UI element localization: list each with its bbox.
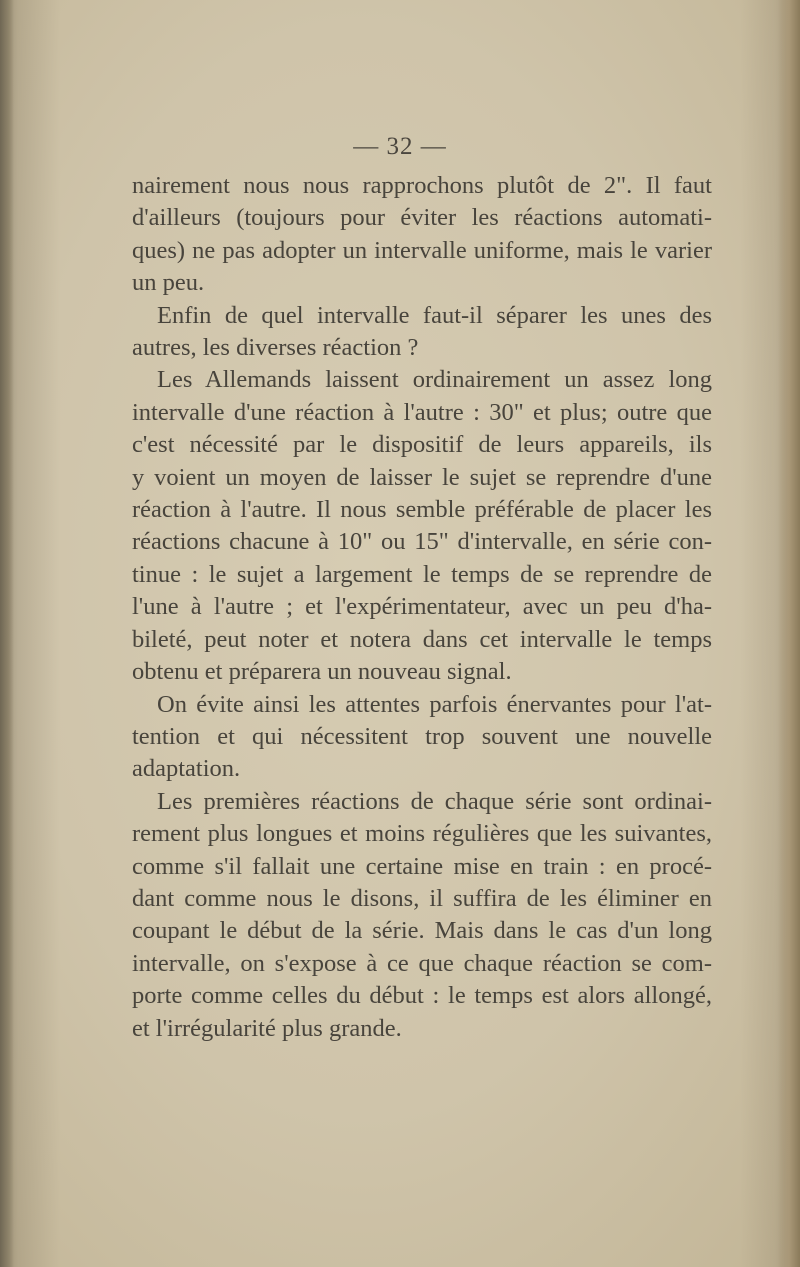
text-line: intervalle, on s'expose à ce que chaque réaction se com- bbox=[132, 949, 712, 977]
text-line: nairement nous nous rapprochons plutôt de 2". Il faut bbox=[132, 172, 712, 199]
text-line: intervalle d'une réaction à l'autre : 30" et plus; outre que bbox=[132, 398, 712, 426]
text-line: Enfin de quel intervalle faut-il séparer les unes des bbox=[157, 301, 712, 329]
body-text bbox=[132, 170, 712, 1045]
paragraph bbox=[132, 364, 712, 688]
text-line: On évite ainsi les attentes parfois énervantes pour l'at- bbox=[157, 690, 712, 718]
text-line: adaptation. bbox=[132, 755, 241, 783]
text-line: dant comme nous le disons, il suffira de les éliminer en bbox=[132, 884, 712, 912]
text-line: comme s'il fallait une certaine mise en train : en procé- bbox=[132, 852, 712, 880]
text-line: un peu. bbox=[132, 269, 205, 297]
text-line: autres, les diverses réaction ? bbox=[132, 334, 419, 362]
text-line: Les premières réactions de chaque série sont ordinai- bbox=[157, 787, 712, 815]
text-line: porte comme celles du début : le temps est alors allongé, bbox=[132, 982, 712, 1010]
text-line: tention et qui nécessitent trop souvent une nouvelle bbox=[132, 722, 712, 750]
text-line: l'une à l'autre ; et l'expérimentateur, avec un peu d'ha- bbox=[132, 593, 712, 621]
paragraph bbox=[132, 300, 712, 365]
text-line: y voient un moyen de laisser le sujet se reprendre d'une bbox=[132, 463, 712, 491]
text-line: Les Allemands laissent ordinairement un assez long bbox=[157, 366, 712, 394]
paragraph bbox=[132, 170, 712, 300]
text-line: coupant le début de la série. Mais dans le cas d'un long bbox=[132, 917, 712, 945]
text-line: réaction à l'autre. Il nous semble préférable de placer les bbox=[132, 496, 712, 524]
text-line: d'ailleurs (toujours pour éviter les réactions automati- bbox=[132, 204, 712, 232]
text-line: rement plus longues et moins régulières que les suivantes, bbox=[132, 820, 712, 848]
page-right-edge-shadow bbox=[778, 0, 800, 1267]
page-left-edge-shadow bbox=[0, 0, 14, 1267]
text-line: bileté, peut noter et notera dans cet intervalle le temps bbox=[132, 625, 712, 653]
text-line: c'est nécessité par le dispositif de leurs appareils, ils bbox=[132, 431, 712, 459]
text-line: réactions chacune à 10" ou 15" d'intervalle, en série con- bbox=[132, 528, 712, 556]
text-line: tinue : le sujet a largement le temps de se reprendre de bbox=[132, 560, 712, 588]
page-number: — 32 — bbox=[353, 133, 447, 160]
text-line: ques) ne pas adopter un intervalle uniforme, mais le varier bbox=[132, 236, 712, 264]
paragraph bbox=[132, 786, 712, 1045]
text-line: obtenu et préparera un nouveau signal. bbox=[132, 658, 512, 686]
paragraph bbox=[132, 689, 712, 786]
text-line: et l'irrégularité plus grande. bbox=[132, 1014, 402, 1042]
